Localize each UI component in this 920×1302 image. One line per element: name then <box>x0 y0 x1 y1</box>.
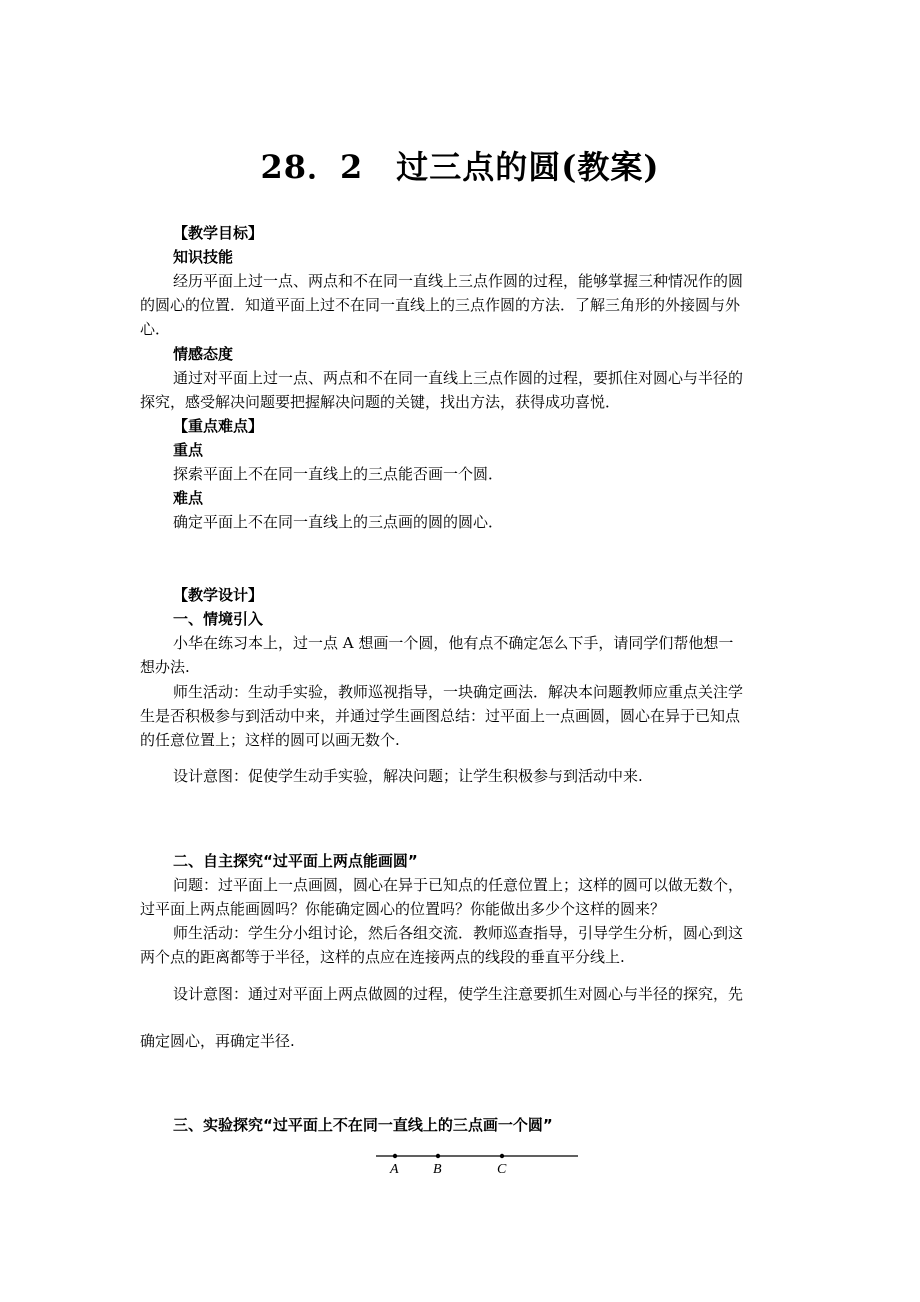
section2-intent-line: 设计意图：通过对平面上两点做圆的过程，使学生注意要抓生对圆心与半径的探究，先 <box>173 985 744 1003</box>
objectives-heading: 【教学目标】 <box>173 224 264 242</box>
point-b-dot <box>436 1154 440 1158</box>
difficulty-heading: 难点 <box>173 489 204 507</box>
section3-heading: 三、实验探究“过平面上不在同一直线上的三点画一个圆” <box>173 1116 553 1134</box>
section2-activity-line: 两个点的距离都等于半径，这样的点应在连接两点的线段的垂直平分线上. <box>140 948 625 966</box>
section1-question-line: 想办法. <box>140 658 190 676</box>
point-c-dot <box>500 1154 504 1158</box>
page-title: 28．2 过三点的圆(教案) <box>260 148 660 186</box>
section1-activity-line: 的任意位置上；这样的圆可以画无数个. <box>140 731 400 749</box>
attitude-line: 探究，感受解决问题要把握解决问题的关键，找出方法，获得成功喜悦． <box>140 393 621 411</box>
section2-heading: 二、自主探究“过平面上两点能画圆” <box>173 852 418 870</box>
knowledge-line: 的圆心的位置．知道平面上过不在同一直线上的三点作圆的方法．了解三角形的外接圆与外 <box>140 296 741 314</box>
point-b-label: B <box>433 1162 442 1177</box>
knowledge-line: 心． <box>140 320 171 338</box>
difficulty-text: 确定平面上不在同一直线上的三点画的圆的圆心． <box>173 513 504 531</box>
three-points-figure <box>376 1148 581 1188</box>
section2-question-line: 过平面上两点能画圆吗？你能确定圆心的位置吗？你能做出多少个这样的圆来？ <box>140 900 666 918</box>
knowledge-line: 经历平面上过一点、两点和不在同一直线上三点作圆的过程，能够掌握三种情况作的圆 <box>173 272 744 290</box>
attitude-line: 通过对平面上过一点、两点和不在同一直线上三点作圆的过程，要抓住对圆心与半径的 <box>173 369 744 387</box>
knowledge-heading: 知识技能 <box>173 248 234 266</box>
section1-activity-line: 生是否积极参与到活动中来，并通过学生画图总结：过平面上一点画圆，圆心在异于已知点 <box>140 707 741 725</box>
attitude-heading: 情感态度 <box>173 345 234 363</box>
focus-heading: 重点 <box>173 441 204 459</box>
point-a-label: A <box>390 1162 399 1177</box>
section2-intent-line: 确定圆心，再确定半径. <box>140 1032 295 1050</box>
key-points-heading: 【重点难点】 <box>173 417 264 435</box>
point-c-label: C <box>497 1162 507 1177</box>
section2-activity-line: 师生活动：学生分小组讨论，然后各组交流．教师巡查指导，引导学生分析，圆心到这 <box>173 924 744 942</box>
design-heading: 【教学设计】 <box>173 586 264 604</box>
point-a-dot <box>393 1154 397 1158</box>
section2-question-line: 问题：过平面上一点画圆，圆心在异于已知点的任意位置上；这样的圆可以做无数个， <box>173 876 744 894</box>
focus-text: 探索平面上不在同一直线上的三点能否画一个圆． <box>173 465 504 483</box>
section1-activity-line: 师生活动：生动手实验，教师巡视指导，一块确定画法．解决本问题教师应重点关注学 <box>173 683 744 701</box>
section1-question-line: 小华在练习本上，过一点 A 想画一个圆，他有点不确定怎么下手，请同学们帮他想一 <box>173 634 734 652</box>
section1-heading: 一、情境引入 <box>173 610 264 628</box>
section1-intent: 设计意图：促使学生动手实验，解决问题；让学生积极参与到活动中来. <box>173 767 643 785</box>
